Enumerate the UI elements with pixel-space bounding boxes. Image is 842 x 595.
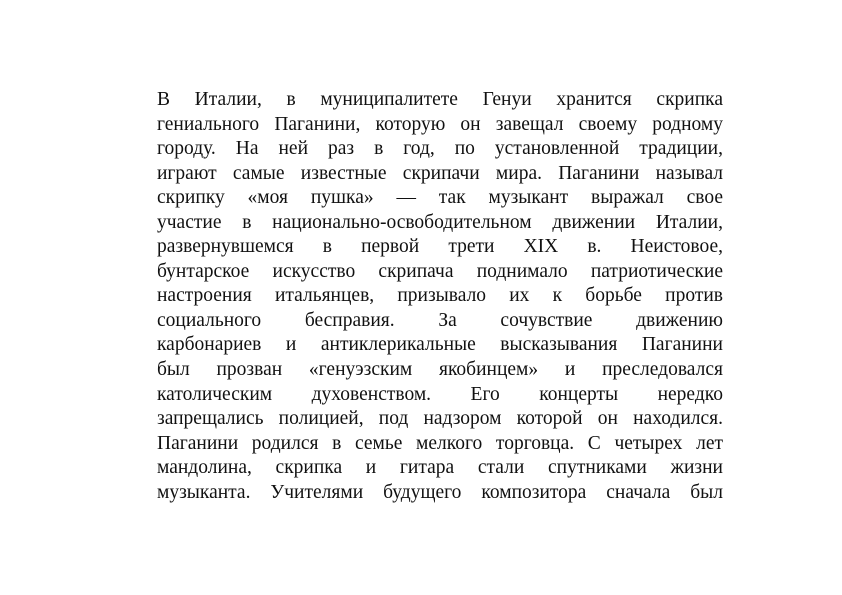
text-line: бунтарское искусство скрипача поднимало патриотические xyxy=(157,260,723,282)
text-line: был прозван «генуэзским якобинцем» и преследовался xyxy=(157,359,723,381)
text-line: городу. На ней раз в год, по установленной традиции, xyxy=(157,138,723,160)
text-line: музыканта. Учителями будущего композитора сначала был xyxy=(157,481,723,503)
text-line: настроения итальянцев, призывало их к борьбе против xyxy=(157,285,723,307)
text-line: мандолина, скрипка и гитара стали спутниками жизни xyxy=(157,457,723,479)
text-line: социального бесправия. За сочувствие движению xyxy=(157,309,723,331)
text-line: развернувшемся в первой трети XIX в. Неистовое, xyxy=(157,236,723,258)
text-line: католическим духовенством. Его концерты нередко xyxy=(157,383,723,405)
body-text xyxy=(157,88,723,505)
text-line: скрипку «моя пушка» — так музыкант выражал свое xyxy=(157,187,723,209)
text-line: гениального Паганини, которую он завещал своему родному xyxy=(157,113,723,135)
text-line: В Италии, в муниципалитете Генуи хранится скрипка xyxy=(157,89,723,110)
text-line: участие в национально-освободительном движении Италии, xyxy=(157,211,723,233)
text-line: играют самые известные скрипачи мира. Паганини называл xyxy=(157,162,723,184)
text-line: Паганини родился в семье мелкого торговца. С четырех лет xyxy=(157,432,723,454)
text-line: запрещались полицией, под надзором которой он находился. xyxy=(157,408,723,430)
text-line: карбонариев и антиклерикальные высказывания Паганини xyxy=(157,334,723,356)
